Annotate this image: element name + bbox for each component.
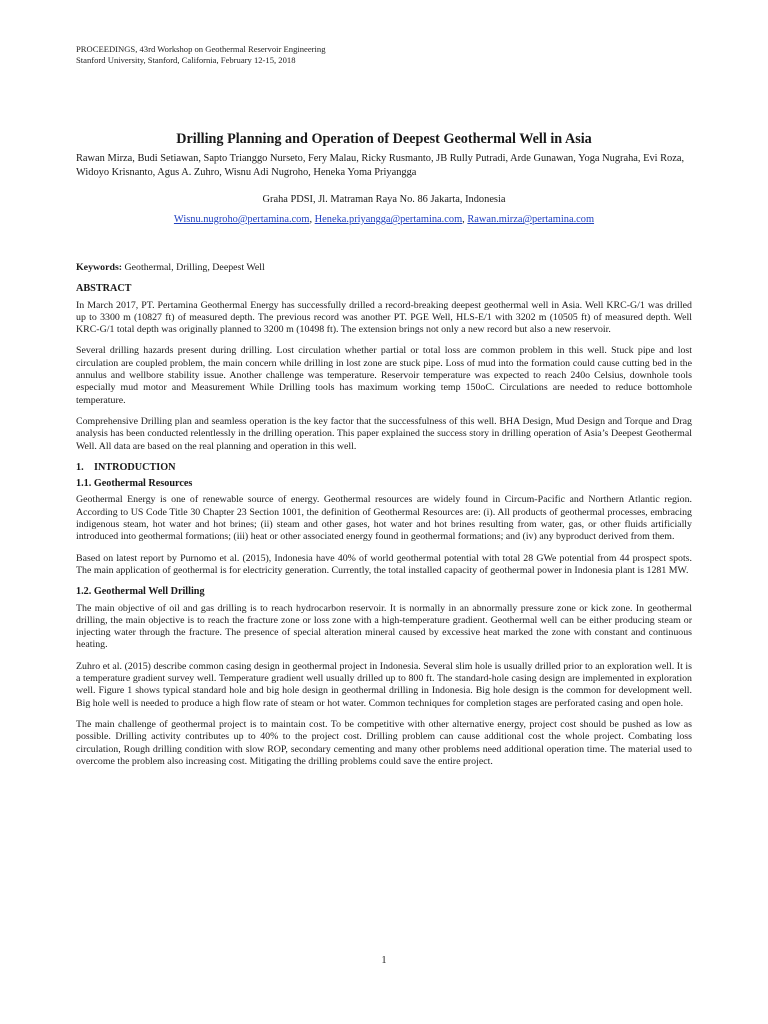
section-number: 1. (76, 461, 84, 473)
keywords-label: Keywords: (76, 262, 123, 273)
header-line-1: PROCEEDINGS, 43rd Workshop on Geothermal Reservoir Engineering (76, 44, 326, 54)
email-list (76, 213, 692, 227)
body-paragraph: Based on latest report by Purnomo et al. (2015), Indonesia have 40% of world geothermal potential with total 28 GWe potential from 44 prospect spots. The main application of geothermal is for electricity generation. Currently, the total installed capacity of geothermal power in Indonesia plant is 1281 MW. (76, 552, 692, 576)
introduction-heading (76, 462, 692, 474)
author-list: Rawan Mirza, Budi Setiawan, Sapto Trianggo Nurseto, Fery Malau, Ricky Rusmanto, JB Rully Putradi, Arde Gunawan, Yoga Nugraha, Evi Roza, Widoyo Krisnanto, Agus A. Zuhro, Wisnu Adi Nugroho, Heneka Yoma Priyangga (76, 153, 685, 178)
header-line-2: Stanford University, Stanford, California, February 12-15, 2018 (76, 55, 296, 65)
abstract-paragraph: In March 2017, PT. Pertamina Geothermal Energy has successfully drilled a record-breaking deepest geothermal well in Asia. Well KRC-G/1 was drilled up to 3300 m (10827 ft) of measured depth. The previous record was another PT. PGE Well, HLS-E/1 with 3202 m (10505 ft) of measured depth. Well KRC-G/1 total depth was originally planned to 3200 m (10498 ft). The extension brings not only a new record but also a new reservoir. (76, 299, 692, 336)
subsection-heading-geothermal-resources: 1.1. Geothermal Resources (76, 478, 193, 490)
body-paragraph: Geothermal Energy is one of renewable source of energy. Geothermal resources are widely found in Circum-Pacific and Northern Atlantic region. According to US Code Title 30 Chapter 23 Section 1001, the definition of Geothermal Resources are: (i). All products of geothermal processes, embracing indigenous steam, hot water and hot brines; (ii) steam and other gases, hot water and hot brines resulting from water, gas, or other fluids artificially introduced into geothermal formations; (iii) heat or other associated energy found in geothermal formations; and (iv) any byproduct derived from them. (76, 494, 692, 543)
body-paragraph: The main challenge of geothermal project is to maintain cost. To be competitive with other alternative energy, project cost should be pushed as low as possible. Drilling activity contributes up to 40% to the project cost. Drilling problem can cause additional cost the whole project. Combating loss circulation, Rough drilling condition with slow ROP, secondary cementing and many other problems need additional operation time. The material used to overcome the problem also increasing cost. Mitigating the drilling problems could save the entire project. (76, 718, 692, 767)
email-link-3[interactable]: Rawan.mirza@pertamina.com (467, 214, 595, 225)
email-separator: , (462, 214, 468, 225)
email-link-1[interactable]: Wisnu.nugroho@pertamina.com (173, 214, 310, 225)
email-separator: , (309, 214, 315, 225)
body-paragraph: Zuhro et al. (2015) describe common casing design in geothermal project in Indonesia. Several slim hole is usually drilled prior to an exploration well. It is a temperature gradient survey well. Temperature gradient well usually drilled up to 800 ft. The standard-hole casing design are implemented in exploration well. Figure 1 shows typical standard hole and big hole design in geothermal drilling in Indonesia. Big hole design is the common for development well. Big hole well is needed to produce a high flow rate of steam or hot water. Common techniques for completion stages are perforated casing and open hole. (76, 660, 692, 709)
keywords-line (76, 262, 692, 274)
keywords-text: Geothermal, Drilling, Deepest Well (122, 262, 265, 273)
paper-title: Drilling Planning and Operation of Deepest Geothermal Well in Asia (176, 131, 592, 147)
email-link-2[interactable]: Heneka.priyangga@pertamina.com (314, 214, 463, 225)
abstract-paragraph: Several drilling hazards present during drilling. Lost circulation whether partial or total loss are common problem in this well. Stuck pipe and lost circulation are coupled problem, the main concern while drilling in lost zone are stuck pipe. Loss of mud into the formation could cause cutting bed in the annulus and wellbore stability issue. Another challenge was temperature. Reservoir temperature was expected to reach 240o Celsius, downhole tools especially mud motor and Measurement While Drilling tools has maximum working temp 150oC. Circulations are needed to reduce bottomhole temperature. (76, 345, 692, 406)
abstract-heading: ABSTRACT (76, 283, 132, 295)
proceedings-header (76, 44, 326, 66)
section-title: INTRODUCTION (94, 461, 176, 473)
subsection-heading-geothermal-well-drilling: 1.2. Geothermal Well Drilling (76, 586, 205, 598)
paper-body (76, 262, 692, 777)
affiliation: Graha PDSI, Jl. Matraman Raya No. 86 Jakarta, Indonesia (262, 194, 506, 205)
body-paragraph: The main objective of oil and gas drilling is to reach hydrocarbon reservoir. It is normally in an abnormally pressure zone or kick zone. In geothermal drilling, the main objective is to reach the fracture zone or loss zone with a high-temperature gradient. Geothermal well can be either producing steam or injecting water through the fracture. The presence of special alteration mineral caused by excessive heat marked the zone with constant and continuous heating. (76, 602, 692, 651)
page-number: 1 (381, 955, 387, 966)
abstract-paragraph: Comprehensive Drilling plan and seamless operation is the key factor that the successfulness of this well. BHA Design, Mud Design and Torque and Drag analysis has been conducted relentlessly in the drilling operation. This paper explained the success story in drilling operation of Asia’s Deepest Geothermal Well. All data are based on the real planning and operation in this well. (76, 415, 692, 452)
